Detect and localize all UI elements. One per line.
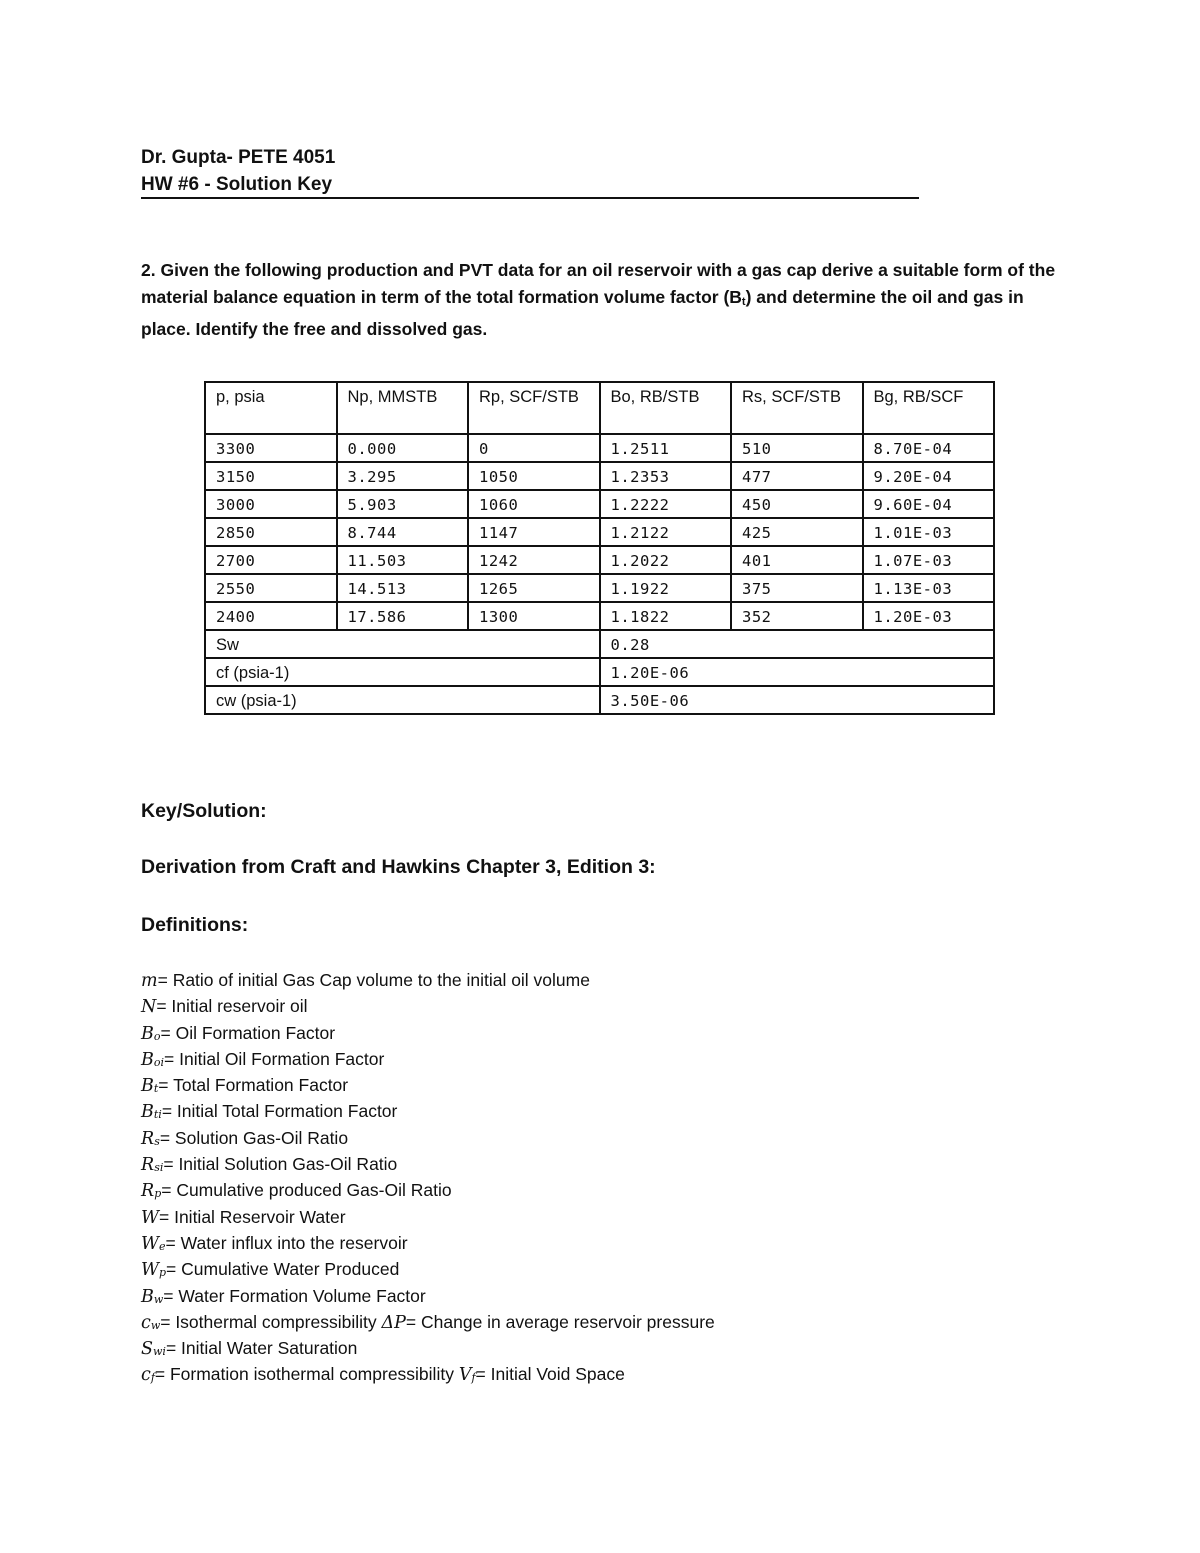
definitions-list bbox=[141, 967, 1041, 1388]
definition-item bbox=[141, 1020, 1041, 1046]
symbol-letter: c bbox=[141, 1312, 151, 1333]
course-title: Dr. Gupta- PETE 4051 bbox=[141, 147, 336, 168]
symbol-subscript: wi bbox=[153, 1345, 166, 1359]
key-solution-heading: Key/Solution: bbox=[141, 800, 267, 822]
table-row bbox=[205, 546, 994, 574]
definition-text: = Water Formation Volume Factor bbox=[163, 1285, 426, 1306]
property-row bbox=[205, 658, 994, 686]
definition-text: = Solution Gas-Oil Ratio bbox=[159, 1127, 349, 1148]
definition-symbol bbox=[141, 1287, 163, 1307]
table-cell: 17.586 bbox=[337, 602, 469, 630]
table-header-cell: Rs, SCF/STB bbox=[731, 382, 863, 434]
property-value: 3.50E-06 bbox=[600, 686, 995, 714]
definition-symbol bbox=[141, 997, 156, 1017]
table-cell: 1.2353 bbox=[600, 462, 732, 490]
table-cell: 11.503 bbox=[337, 546, 469, 574]
symbol-letter: ΔP bbox=[381, 1312, 406, 1333]
definition-text: = Total Formation Factor bbox=[158, 1075, 349, 1096]
definition-symbol bbox=[141, 1050, 164, 1070]
definition-item bbox=[141, 967, 1041, 993]
symbol-letter: B bbox=[141, 1076, 154, 1097]
symbol-letter: B bbox=[141, 1102, 154, 1123]
definition-symbol bbox=[141, 1234, 166, 1254]
table-header-row bbox=[205, 382, 994, 434]
table-cell: 3000 bbox=[205, 490, 337, 518]
symbol-subscript: f bbox=[150, 1371, 155, 1385]
table-cell: 8.70E-04 bbox=[863, 434, 995, 462]
table-header-cell: Rp, SCF/STB bbox=[468, 382, 600, 434]
table-cell: 1147 bbox=[468, 518, 600, 546]
definition-item bbox=[141, 1125, 1041, 1151]
table-header-cell: Bg, RB/SCF bbox=[863, 382, 995, 434]
document-title: HW #6 - Solution Key bbox=[141, 172, 919, 199]
definition-item bbox=[141, 1256, 1041, 1282]
table-cell: 2850 bbox=[205, 518, 337, 546]
definitions-heading: Definitions: bbox=[141, 914, 249, 936]
derivation-heading: Derivation from Craft and Hawkins Chapter 3, Edition 3: bbox=[141, 856, 656, 878]
table-cell: 510 bbox=[731, 434, 863, 462]
table-cell: 1242 bbox=[468, 546, 600, 574]
symbol-subscript: p bbox=[159, 1266, 167, 1280]
definition-text: = Oil Formation Factor bbox=[160, 1022, 336, 1043]
table-cell: 1.01E-03 bbox=[863, 518, 995, 546]
table-header-cell: p, psia bbox=[205, 382, 337, 434]
definition-symbol bbox=[141, 1365, 155, 1385]
table-cell: 8.744 bbox=[337, 518, 469, 546]
question-part2: ) and determine the oil and gas in place. Identify the free and dissolved gas. bbox=[141, 287, 1024, 339]
table-cell: 352 bbox=[731, 602, 863, 630]
symbol-letter: S bbox=[141, 1339, 153, 1360]
property-value: 1.20E-06 bbox=[600, 658, 995, 686]
property-label: cf (psia-1) bbox=[205, 658, 600, 686]
definition-text: = Initial Oil Formation Factor bbox=[164, 1048, 385, 1069]
definition-text: = Cumulative produced Gas-Oil Ratio bbox=[161, 1180, 452, 1201]
table-cell: 450 bbox=[731, 490, 863, 518]
table-cell: 14.513 bbox=[337, 574, 469, 602]
definition-item bbox=[141, 1204, 1041, 1230]
definition-text: = Initial Reservoir Water bbox=[159, 1206, 346, 1227]
definition-item bbox=[141, 1046, 1041, 1072]
table-cell: 1.07E-03 bbox=[863, 546, 995, 574]
table-cell: 401 bbox=[731, 546, 863, 574]
definition-symbol bbox=[141, 1339, 166, 1359]
property-value: 0.28 bbox=[600, 630, 995, 658]
symbol-subscript: w bbox=[150, 1318, 161, 1332]
table-cell: 1300 bbox=[468, 602, 600, 630]
table-cell: 375 bbox=[731, 574, 863, 602]
property-label: Sw bbox=[205, 630, 600, 658]
definition-item bbox=[141, 1230, 1041, 1256]
table-cell: 2550 bbox=[205, 574, 337, 602]
symbol-letter: m bbox=[141, 971, 158, 991]
symbol-subscript: f bbox=[471, 1371, 476, 1385]
table-cell: 1265 bbox=[468, 574, 600, 602]
definition-text: = Formation isothermal compressibility bbox=[154, 1364, 459, 1385]
definition-text: = Initial reservoir oil bbox=[156, 996, 308, 1017]
table-cell: 1.1822 bbox=[600, 602, 732, 630]
definition-text: = Change in average reservoir pressure bbox=[405, 1311, 715, 1332]
definition-symbol bbox=[141, 1076, 158, 1096]
definition-text: = Initial Water Saturation bbox=[165, 1338, 358, 1359]
question-text bbox=[141, 257, 1071, 343]
definition-symbol bbox=[141, 1208, 159, 1228]
property-label: cw (psia-1) bbox=[205, 686, 600, 714]
definition-item bbox=[141, 1151, 1041, 1177]
symbol-letter: c bbox=[141, 1365, 151, 1386]
question-subscript: t bbox=[741, 296, 746, 308]
symbol-subscript: s bbox=[154, 1134, 160, 1148]
definition-symbol bbox=[141, 1024, 161, 1044]
definition-item bbox=[141, 1177, 1041, 1203]
table-cell: 9.20E-04 bbox=[863, 462, 995, 490]
definition-symbol bbox=[141, 1181, 161, 1201]
symbol-letter: R bbox=[141, 1155, 155, 1176]
table-cell: 1.2122 bbox=[600, 518, 732, 546]
pvt-data-table bbox=[204, 381, 995, 715]
table-row bbox=[205, 490, 994, 518]
question-part1: 2. Given the following production and PVT data for an oil reservoir with a gas cap derive a suitable form of the material balance equation in term of the total formation volume factor (B bbox=[141, 260, 1056, 307]
symbol-subscript: p bbox=[154, 1187, 162, 1201]
symbol-subscript: ti bbox=[153, 1108, 162, 1122]
definition-symbol bbox=[141, 1129, 160, 1149]
symbol-letter: W bbox=[141, 1207, 159, 1228]
definition-item bbox=[141, 1098, 1041, 1124]
definition-item bbox=[141, 1361, 1041, 1387]
table-cell: 1.2511 bbox=[600, 434, 732, 462]
definition-text: = Initial Solution Gas-Oil Ratio bbox=[163, 1154, 398, 1175]
table-row bbox=[205, 574, 994, 602]
definition-text: = Initial Void Space bbox=[475, 1364, 625, 1385]
table-cell: 1050 bbox=[468, 462, 600, 490]
symbol-subscript: t bbox=[153, 1082, 159, 1096]
symbol-subscript: e bbox=[159, 1239, 166, 1253]
definition-item bbox=[141, 1309, 1041, 1335]
table-cell: 1.1922 bbox=[600, 574, 732, 602]
symbol-letter: W bbox=[141, 1260, 159, 1281]
table-cell: 1.2022 bbox=[600, 546, 732, 574]
table-cell: 5.903 bbox=[337, 490, 469, 518]
definition-item bbox=[141, 1072, 1041, 1098]
symbol-letter: B bbox=[141, 1049, 154, 1070]
symbol-letter: W bbox=[141, 1233, 159, 1254]
definition-text: = Initial Total Formation Factor bbox=[161, 1101, 398, 1122]
definition-text: = Cumulative Water Produced bbox=[166, 1259, 400, 1280]
definition-text: = Isothermal compressibility bbox=[160, 1311, 382, 1332]
table-cell: 1.13E-03 bbox=[863, 574, 995, 602]
definition-symbol bbox=[141, 1260, 166, 1280]
symbol-letter: B bbox=[141, 1286, 154, 1307]
table-cell: 1.2222 bbox=[600, 490, 732, 518]
definition-symbol bbox=[141, 1313, 160, 1333]
symbol-letter: V bbox=[458, 1365, 472, 1386]
table-cell: 9.60E-04 bbox=[863, 490, 995, 518]
symbol-letter: R bbox=[141, 1181, 155, 1202]
definition-symbol bbox=[141, 971, 158, 991]
property-row bbox=[205, 630, 994, 658]
symbol-subscript: w bbox=[153, 1292, 164, 1306]
definition-item bbox=[141, 1283, 1041, 1309]
table-cell: 3.295 bbox=[337, 462, 469, 490]
table-row bbox=[205, 462, 994, 490]
table-cell: 2700 bbox=[205, 546, 337, 574]
definition-item bbox=[141, 1335, 1041, 1361]
definition-text: = Ratio of initial Gas Cap volume to the initial oil volume bbox=[157, 970, 590, 990]
table-cell: 1.20E-03 bbox=[863, 602, 995, 630]
table-header-cell: Bo, RB/STB bbox=[600, 382, 732, 434]
property-row bbox=[205, 686, 994, 714]
table-cell: 3150 bbox=[205, 462, 337, 490]
table-cell: 0 bbox=[468, 434, 600, 462]
table-cell: 477 bbox=[731, 462, 863, 490]
definition-symbol bbox=[141, 1102, 162, 1122]
definition-text: = Water influx into the reservoir bbox=[165, 1232, 408, 1253]
table-cell: 3300 bbox=[205, 434, 337, 462]
symbol-subscript: oi bbox=[153, 1055, 165, 1069]
symbol-letter: R bbox=[141, 1128, 155, 1149]
table-cell: 0.000 bbox=[337, 434, 469, 462]
symbol-subscript: o bbox=[153, 1029, 161, 1043]
table-header-cell: Np, MMSTB bbox=[337, 382, 469, 434]
table-cell: 2400 bbox=[205, 602, 337, 630]
table-row bbox=[205, 602, 994, 630]
table-cell: 1060 bbox=[468, 490, 600, 518]
definition-symbol bbox=[382, 1313, 406, 1333]
symbol-letter: N bbox=[141, 997, 157, 1018]
symbol-subscript: si bbox=[154, 1161, 164, 1175]
symbol-letter: B bbox=[141, 1023, 154, 1044]
table-cell: 425 bbox=[731, 518, 863, 546]
definition-symbol bbox=[141, 1155, 163, 1175]
table-row bbox=[205, 434, 994, 462]
definition-item bbox=[141, 993, 1041, 1019]
table-row bbox=[205, 518, 994, 546]
definition-symbol bbox=[459, 1365, 476, 1385]
